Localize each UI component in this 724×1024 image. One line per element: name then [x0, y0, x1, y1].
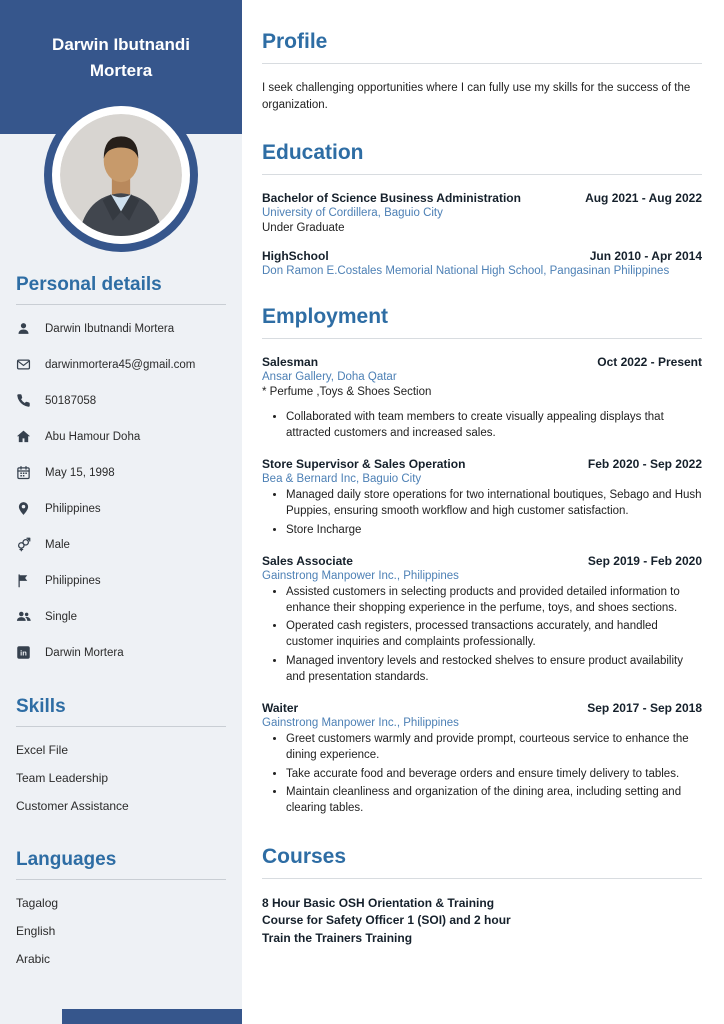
detail-value: May 15, 1998	[45, 466, 115, 479]
bullet-item: • Maintain cleanliness and organization of the dining area, including setting and clearing tables.	[286, 785, 702, 817]
skill-item: Customer Assistance	[16, 799, 129, 813]
entry-dates: Aug 2021 - Aug 2022	[585, 191, 702, 206]
employment-entry	[262, 355, 702, 442]
job-bullets	[262, 488, 702, 539]
courses-list	[262, 895, 702, 947]
employment-section	[262, 305, 702, 817]
personal-details-section	[16, 274, 226, 660]
employment-heading: Employment	[262, 305, 702, 339]
profile-photo-frame	[52, 106, 190, 244]
job-note: * Perfume ,Toys & Shoes Section	[262, 386, 432, 399]
phone-icon	[16, 393, 31, 408]
company-link: Gainstrong Manpower Inc., Philippines	[262, 716, 459, 729]
profile-section	[262, 30, 702, 113]
main-content	[242, 0, 724, 1024]
languages-list	[16, 896, 226, 966]
map-pin-icon	[16, 501, 31, 516]
job-title: Sales Associate	[262, 553, 353, 568]
detail-value: Darwin Mortera	[45, 646, 124, 659]
profile-heading: Profile	[262, 30, 702, 64]
employment-entry	[262, 457, 702, 539]
education-note: Under Graduate	[262, 222, 345, 235]
detail-row-address	[16, 429, 226, 444]
languages-section	[16, 849, 226, 966]
education-heading: Education	[262, 141, 702, 175]
course-line: 8 Hour Basic OSH Orientation & Training	[262, 896, 495, 911]
flag-icon	[16, 573, 31, 588]
profile-photo	[60, 114, 182, 236]
degree-title: Bachelor of Science Business Administration	[262, 191, 521, 206]
education-entry	[262, 249, 702, 277]
bullet-item: • Greet customers warmly and provide prompt, courteous service to enhance the dining experience.	[286, 732, 702, 764]
detail-value: darwinmortera45@gmail.com	[45, 358, 196, 371]
employment-entry	[262, 701, 702, 817]
bullet-item: • Managed inventory levels and restocked shelves to ensure product availability and presentation standards.	[286, 654, 702, 686]
language-item: Tagalog	[16, 896, 59, 910]
gender-icon	[16, 537, 31, 552]
detail-value: Philippines	[45, 574, 101, 587]
detail-value: Philippines	[45, 502, 101, 515]
job-title: Store Supervisor & Sales Operation	[262, 457, 466, 472]
degree-title: HighSchool	[262, 249, 329, 264]
bullet-item: • Collaborated with team members to create visually appealing displays that attracted customers and increased sales.	[286, 410, 702, 442]
entry-dates: Oct 2022 - Present	[597, 355, 702, 370]
entry-dates: Sep 2019 - Feb 2020	[587, 553, 702, 568]
linkedin-icon	[16, 645, 31, 660]
detail-value: Darwin Ibutnandi Mortera	[45, 322, 175, 335]
job-bullets	[262, 585, 702, 686]
sidebar	[0, 0, 242, 1024]
languages-heading: Languages	[16, 849, 226, 880]
users-icon	[16, 609, 31, 624]
personal-details-heading: Personal details	[16, 274, 226, 305]
bullet-item: • Take accurate food and beverage orders and ensure timely delivery to tables.	[286, 767, 702, 783]
company-link: Gainstrong Manpower Inc., Philippines	[262, 569, 459, 582]
job-bullets	[262, 732, 702, 817]
skill-item: Excel File	[16, 743, 69, 757]
detail-value: 50187058	[45, 394, 97, 407]
personal-details-list	[16, 321, 226, 660]
detail-value: Abu Hamour Doha	[45, 430, 141, 443]
bullet-item: • Store Incharge	[286, 523, 702, 539]
education-entry	[262, 191, 702, 234]
entry-dates: Feb 2020 - Sep 2022	[587, 457, 702, 472]
entry-dates: Sep 2017 - Sep 2018	[587, 700, 702, 715]
detail-row-email	[16, 357, 226, 372]
detail-value: Single	[45, 610, 77, 623]
detail-row-gender	[16, 537, 226, 552]
education-section	[262, 141, 702, 277]
detail-row-nationality	[16, 573, 226, 588]
mail-icon	[16, 357, 31, 372]
company-link: Bea & Bernard Inc, Baguio City	[262, 473, 422, 486]
school-link: University of Cordillera, Baguio City	[262, 207, 443, 220]
detail-row-linkedin	[16, 645, 226, 660]
entry-dates: Jun 2010 - Apr 2014	[589, 249, 702, 264]
sidebar-body	[0, 274, 242, 966]
skills-section	[16, 696, 226, 813]
detail-row-location	[16, 501, 226, 516]
calendar-icon	[16, 465, 31, 480]
skills-list	[16, 743, 226, 813]
course-line: Course for Safety Officer 1 (SOI) and 2 hour	[262, 913, 511, 928]
detail-row-civil-status	[16, 609, 226, 624]
detail-row-name	[16, 321, 226, 336]
detail-value: Male	[45, 538, 70, 551]
job-bullets	[262, 410, 702, 442]
profile-text: I seek challenging opportunities where I can fully use my skills for the success of the organization.	[262, 82, 691, 111]
bullet-item: • Managed daily store operations for two international boutiques, Sebago and Hush Puppies, ensuring smooth workflow and high customer satisfaction.	[286, 488, 702, 520]
job-title: Waiter	[262, 700, 299, 715]
detail-row-birthdate	[16, 465, 226, 480]
job-title: Salesman	[262, 355, 319, 370]
language-item: English	[16, 924, 56, 938]
sidebar-bottom-bar	[62, 1009, 242, 1024]
courses-section	[262, 845, 702, 947]
skills-heading: Skills	[16, 696, 226, 727]
courses-heading: Courses	[262, 845, 702, 879]
detail-row-phone	[16, 393, 226, 408]
language-item: Arabic	[16, 952, 51, 966]
course-line: Train the Trainers Training	[262, 930, 413, 945]
employment-entry	[262, 554, 702, 686]
school-link: Don Ramon E.Costales Memorial National High School, Pangasinan Philippines	[262, 265, 670, 278]
candidate-name: Darwin Ibutnandi Mortera	[52, 35, 190, 81]
bullet-item: • Operated cash registers, processed transactions accurately, and handled customer inquiries and complaints professionally.	[286, 619, 702, 651]
home-icon	[16, 429, 31, 444]
user-icon	[16, 321, 31, 336]
bullet-item: • Assisted customers in selecting products and provided detailed information to enhance their shopping experience in the perfume, toys, and shoes sections.	[286, 585, 702, 617]
svg-text:in: in	[20, 648, 27, 658]
company-link: Ansar Gallery, Doha Qatar	[262, 371, 397, 384]
skill-item: Team Leadership	[16, 771, 109, 785]
